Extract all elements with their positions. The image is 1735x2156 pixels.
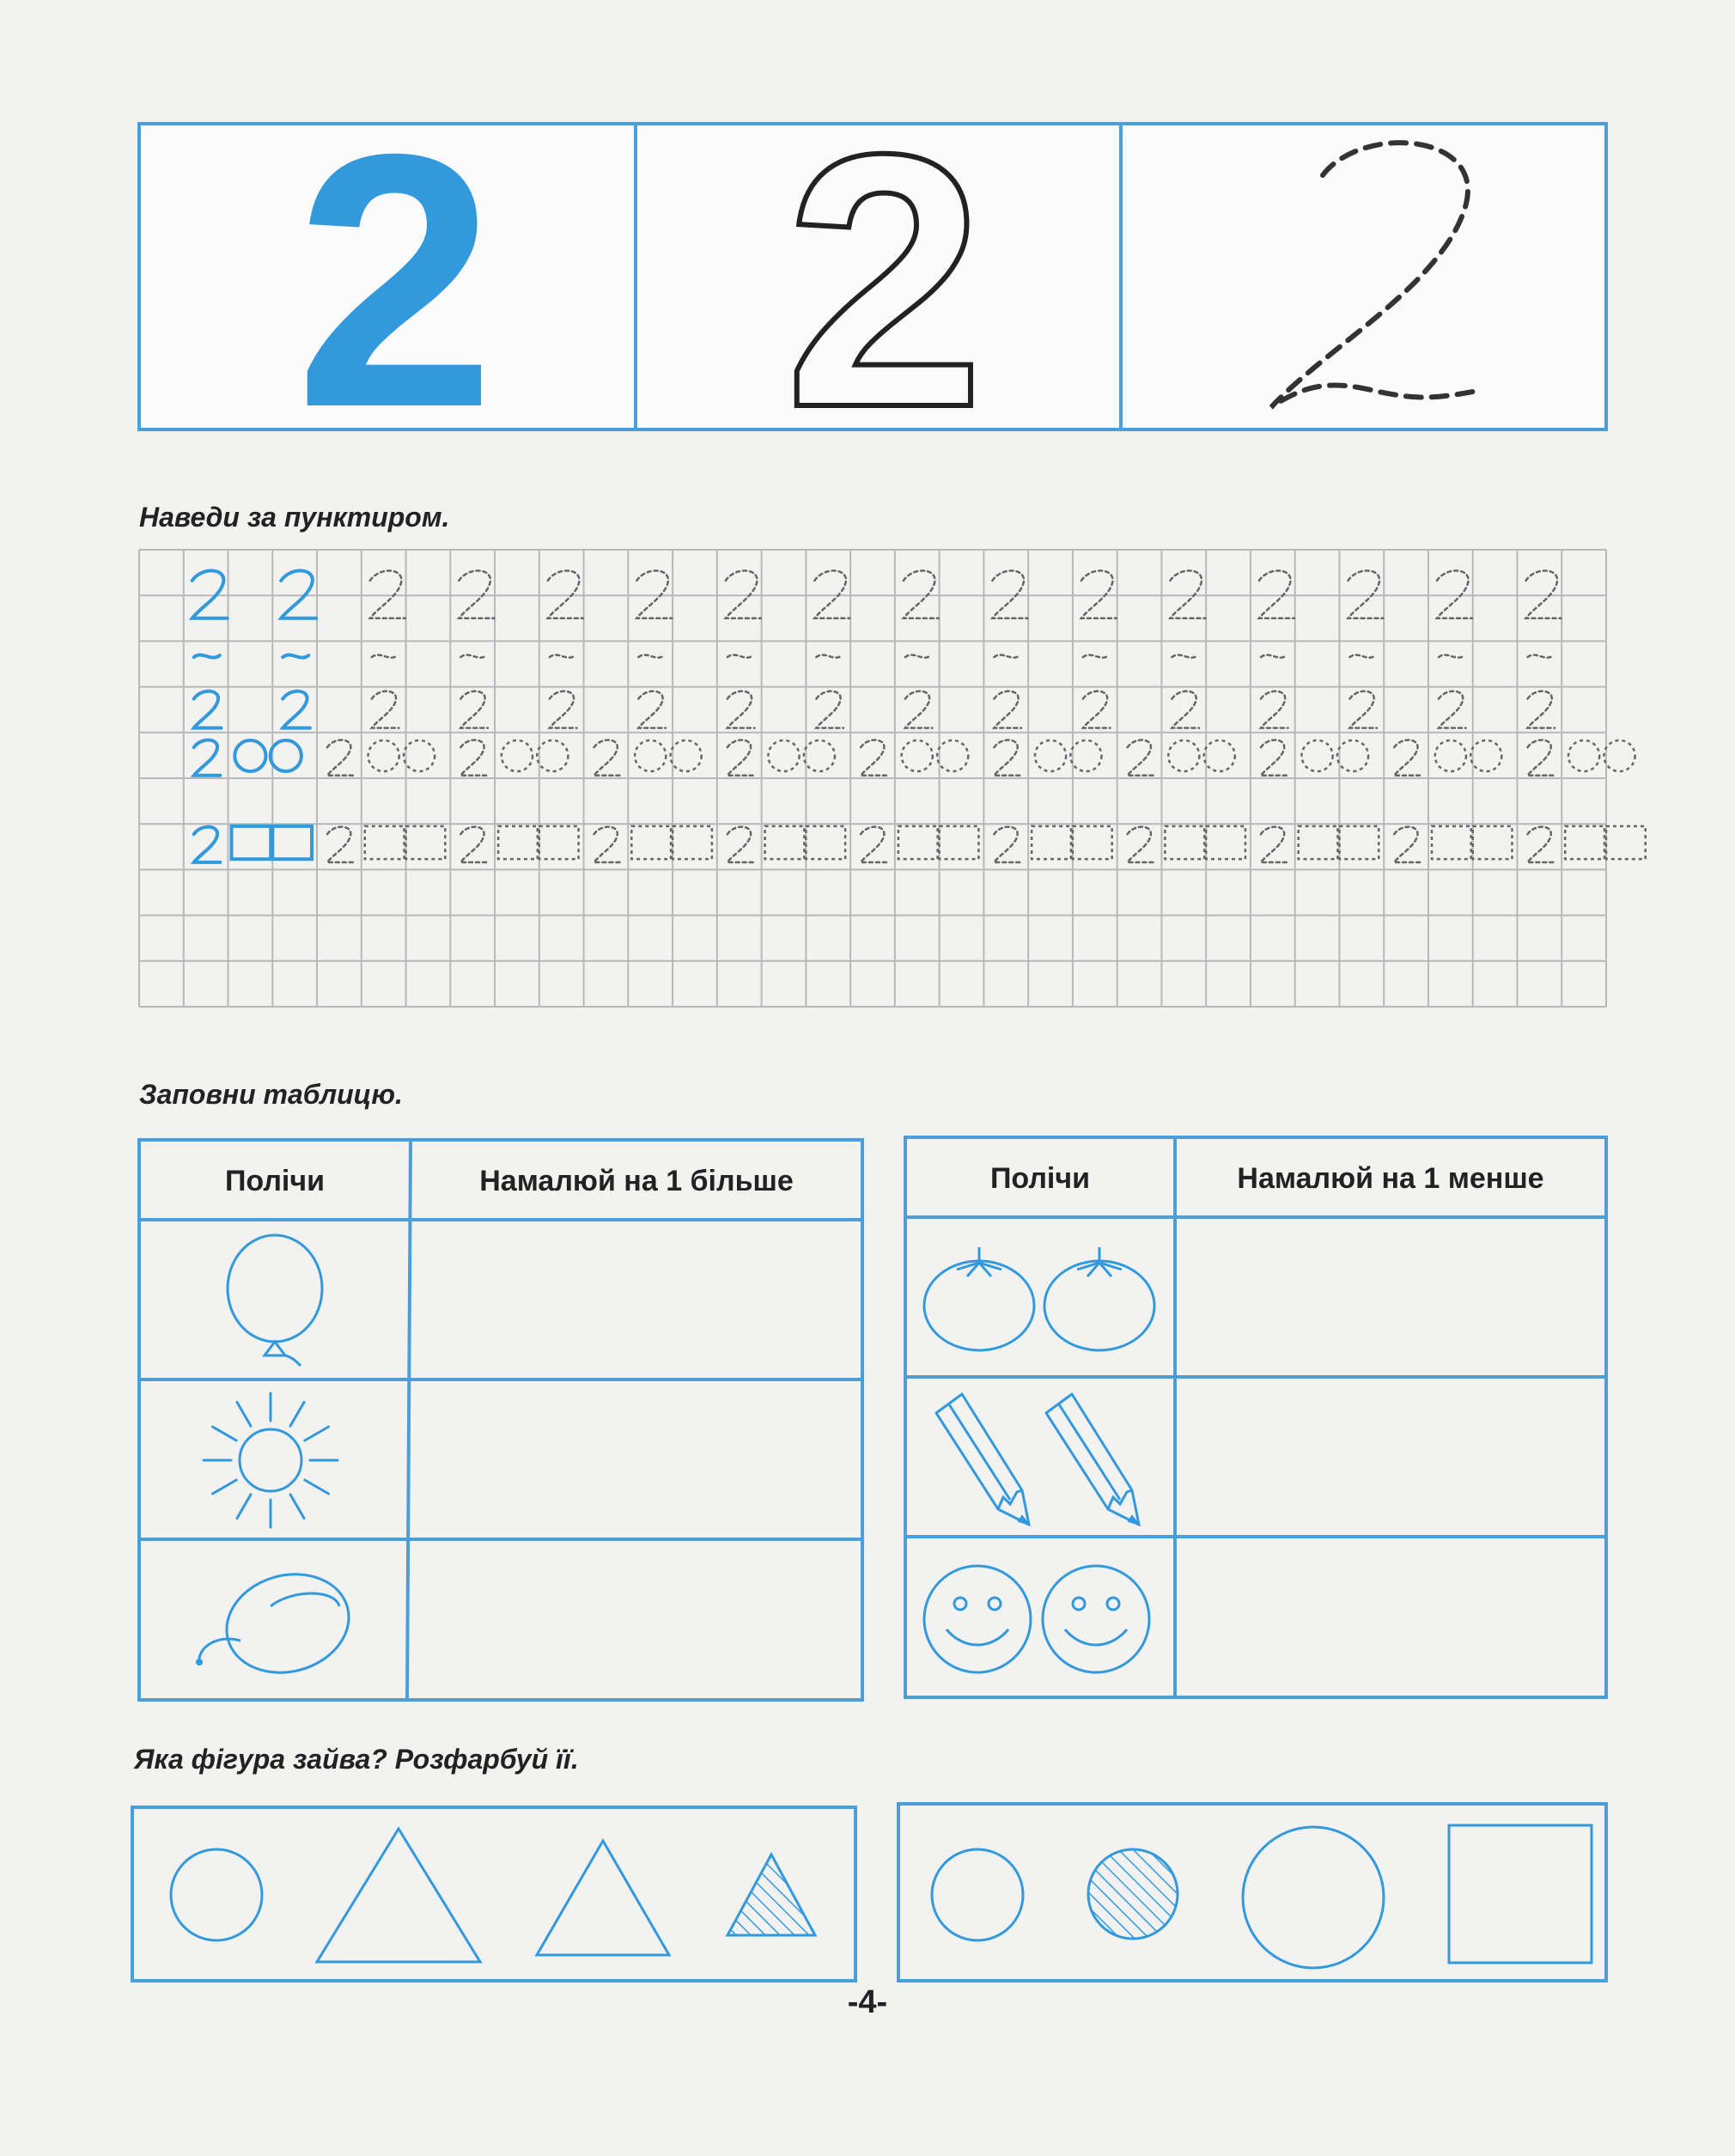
table-heading: Заповни таблицю. bbox=[139, 1079, 403, 1110]
square-shape[interactable] bbox=[1446, 1823, 1594, 1965]
small-circle-shape[interactable] bbox=[929, 1847, 1026, 1943]
trace-heading: Наведи за пунктиром. bbox=[139, 502, 450, 533]
digit-solid-blue: 2 bbox=[295, 80, 496, 483]
hatched-triangle-shape[interactable] bbox=[725, 1852, 818, 1938]
medium-triangle-shape[interactable] bbox=[534, 1838, 672, 1958]
hatched-circle-shape[interactable] bbox=[1086, 1847, 1180, 1941]
odd-figure-heading: Яка фігура зайва? Розфарбуй її. bbox=[134, 1744, 579, 1775]
right-col-count: Полічи bbox=[989, 1162, 1091, 1195]
left-col-count: Полічи bbox=[224, 1165, 326, 1197]
left-col-draw-more: Намалюй на 1 більше bbox=[479, 1165, 794, 1197]
large-triangle-shape[interactable] bbox=[314, 1826, 483, 1965]
right-col-draw-less: Намалюй на 1 менше bbox=[1237, 1162, 1544, 1195]
digit-outline: 2 bbox=[784, 80, 985, 483]
large-circle-shape[interactable] bbox=[1240, 1824, 1386, 1970]
page-number: -4- bbox=[847, 1984, 888, 2020]
circle-shape[interactable] bbox=[168, 1847, 265, 1943]
